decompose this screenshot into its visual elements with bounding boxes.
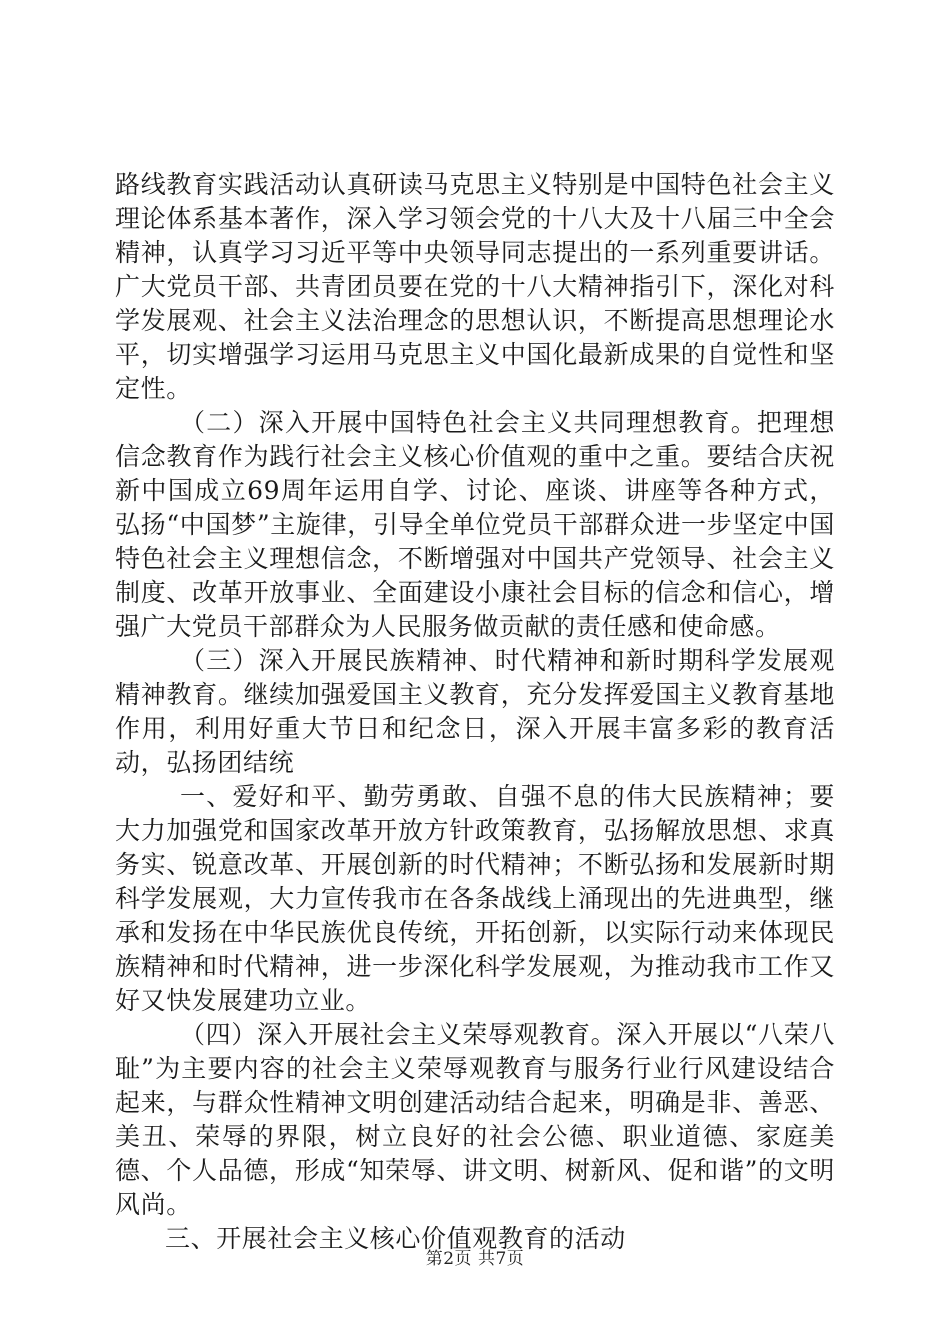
page-number-footer: 第2页 共7页 [425, 1249, 525, 1269]
paragraph-section-3: （三）深入开展民族精神、时代精神和新时期科学发展观精神教育。继续加强爱国主义教育，充分发挥爱国主义教育基地作用，利用好重大节日和纪念日，深入开展丰富多彩的教育活动，弘扬团结统 [115, 646, 835, 777]
section-heading-3: 三、开展社会主义核心价值观教育的活动 [165, 1224, 626, 1253]
paragraph-section-2: （二）深入开展中国特色社会主义共同理想教育。把理想信念教育作为践行社会主义核心价值观的重中之重。要结合庆祝新中国成立69周年运用自学、讨论、座谈、讲座等各种方式，弘扬“中国梦”主旋律，引导全单位党员干部群众进一步坚定中国特色社会主义理想信念，不断增强对中国共产党领导、社会主义制度、改革开放事业、全面建设小康社会目标的信念和信心，增强广大党员干部群众为人民服务做贡献的责任感和使命感。 [115, 408, 835, 641]
paragraph-section-4: （四）深入开展社会主义荣辱观教育。深入开展以“八荣八耻”为主要内容的社会主义荣辱观教育与服务行业行风建设结合起来，与群众性精神文明创建活动结合起来，明确是非、善恶、美丑、荣辱的界限，树立良好的社会公德、职业道德、家庭美德、个人品德，形成“知荣辱、讲文明、树新风、促和谐”的文明风尚。 [115, 1020, 835, 1219]
document-body [115, 168, 835, 1256]
paragraph-section-3-continuation: 一、爱好和平、勤劳勇敢、自强不息的伟大民族精神；要大力加强党和国家改革开放方针政策教育，弘扬解放思想、求真务实、锐意改革、开展创新的时代精神；不断弘扬和发展新时期科学发展观，大力宣传我市在各条战线上涌现出的先进典型，继承和发扬在中华民族优良传统，开拓创新，以实际行动来体现民族精神和时代精神，进一步深化科学发展观，为推动我市工作又好又快发展建功立业。 [115, 782, 835, 1015]
paragraph-continuation: 路线教育实践活动认真研读马克思主义特别是中国特色社会主义理论体系基本著作，深入学习领会党的十八大及十八届三中全会精神，认真学习习近平等中央领导同志提出的一系列重要讲话。广大党员干部、共青团员要在党的十八大精神指引下，深化对科学发展观、社会主义法治理念的思想认识，不断提高思想理论水平，切实增强学习运用马克思主义中国化最新成果的自觉性和坚定性。 [115, 170, 835, 403]
